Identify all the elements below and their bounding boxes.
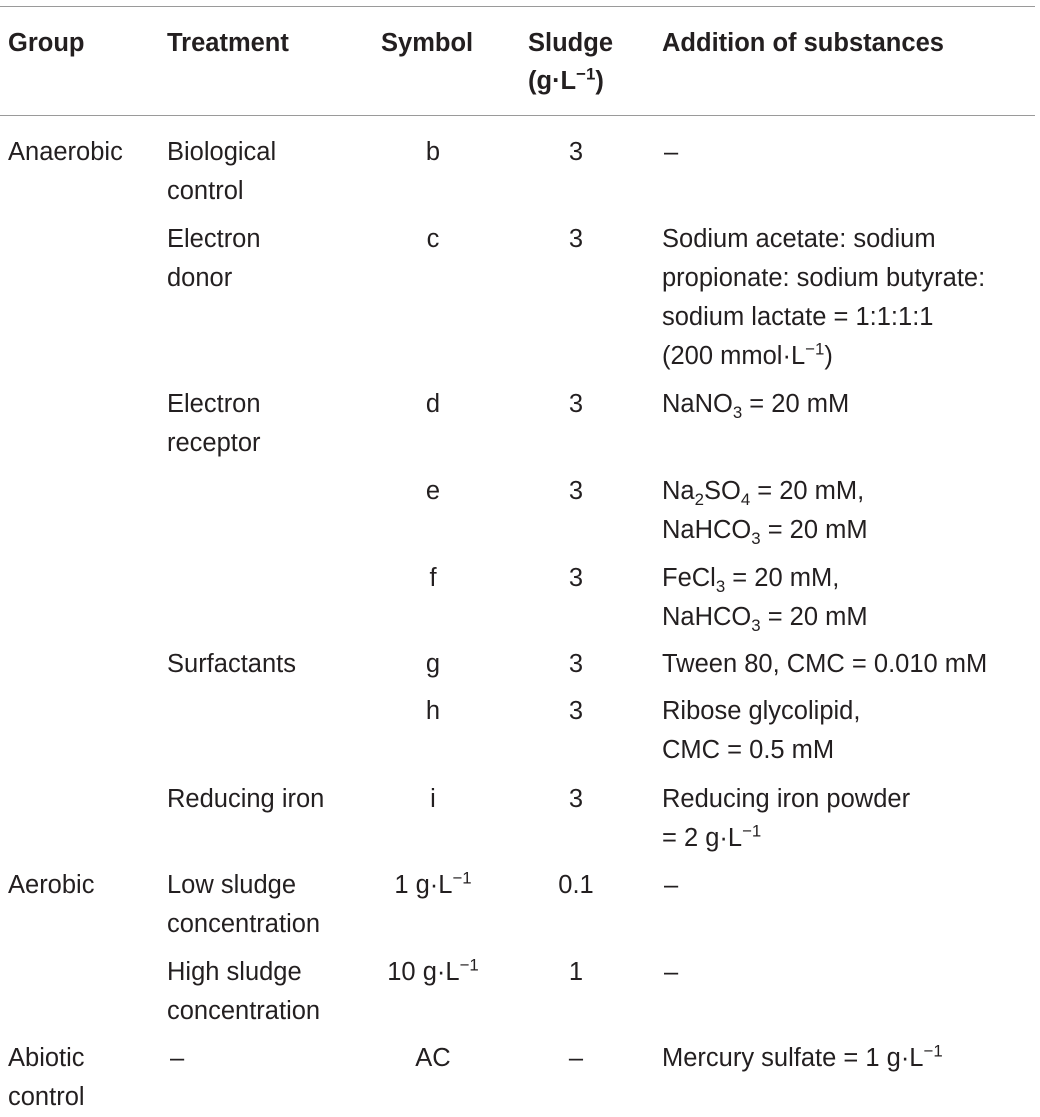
row-addition: –: [664, 138, 679, 166]
row-treatment: Reducing iron: [167, 785, 325, 813]
row-addition: –: [664, 871, 679, 899]
header-treatment: Treatment: [167, 29, 289, 57]
row-symbol: d: [425, 390, 441, 418]
row-symbol: e: [425, 477, 441, 505]
row-symbol: c: [426, 225, 440, 253]
header-rule: [0, 115, 1035, 116]
row-addition: Reducing iron powder = 2 $g\cdot L^{-1}$: [662, 785, 911, 852]
row-symbol: 10 $g\cdot L^{-1}$: [387, 955, 479, 986]
row-addition: NaNO$_3$ = 20 mM: [662, 390, 850, 423]
row-group: Abiotic control: [8, 1044, 85, 1111]
row-treatment: Surfactants: [167, 650, 296, 678]
row-sludge: 3: [568, 390, 584, 418]
row-sludge: –: [568, 1044, 584, 1072]
row-addition: Sodium acetate: sodium propionate: sodium butyrate: sodium lactate = 1:1:1:1 (200 $mmol\cdot L^{-1}$): [662, 225, 986, 370]
row-group: Anaerobic: [8, 138, 123, 166]
row-symbol: b: [425, 138, 441, 166]
header-addition: Addition of substances: [662, 29, 944, 57]
row-addition: $Na_2SO_4 = 20$ mM, NaHCO$_3$ = 20 mM: [662, 477, 868, 549]
row-symbol: 1 $g\cdot L^{-1}$: [394, 868, 472, 899]
row-sludge: 3: [568, 564, 584, 592]
row-sludge: 1: [568, 958, 584, 986]
header-sludge-line2: $(g\cdot L^{-1})$: [528, 64, 604, 95]
header-symbol: Symbol: [381, 29, 474, 57]
row-symbol: h: [425, 697, 441, 725]
row-addition: –: [664, 958, 679, 986]
row-sludge: 3: [568, 697, 584, 725]
row-symbol: AC: [415, 1044, 451, 1072]
row-sludge: 3: [568, 138, 584, 166]
top-rule: [0, 6, 1035, 7]
row-sludge: 3: [568, 477, 584, 505]
row-treatment: Electron donor: [167, 225, 261, 292]
row-sludge: 0.1: [558, 871, 594, 899]
row-treatment: –: [170, 1044, 185, 1072]
row-sludge: 3: [568, 225, 584, 253]
row-symbol: i: [430, 785, 436, 813]
row-addition: Mercury sulfate = 1 $g\cdot L^{-1}$: [662, 1041, 943, 1072]
row-symbol: f: [429, 564, 437, 592]
header-group: Group: [8, 29, 85, 57]
row-addition: Ribose glycolipid, CMC = 0.5 mM: [662, 697, 861, 764]
row-treatment: Electron receptor: [167, 390, 261, 457]
row-symbol: g: [425, 650, 441, 678]
row-sludge: 3: [568, 650, 584, 678]
row-sludge: 3: [568, 785, 584, 813]
row-treatment: Low sludge concentration: [167, 871, 321, 938]
header-sludge-line1: Sludge: [528, 29, 614, 57]
row-treatment: Biological control: [167, 138, 277, 205]
row-group: Aerobic: [8, 871, 95, 899]
row-treatment: High sludge concentration: [167, 958, 321, 1025]
row-addition: Tween 80, CMC = 0.010 mM: [662, 650, 988, 678]
row-addition: FeCl$_3$ = 20 mM, NaHCO$_3$ = 20 mM: [662, 564, 868, 636]
header-sludge: [528, 24, 613, 100]
